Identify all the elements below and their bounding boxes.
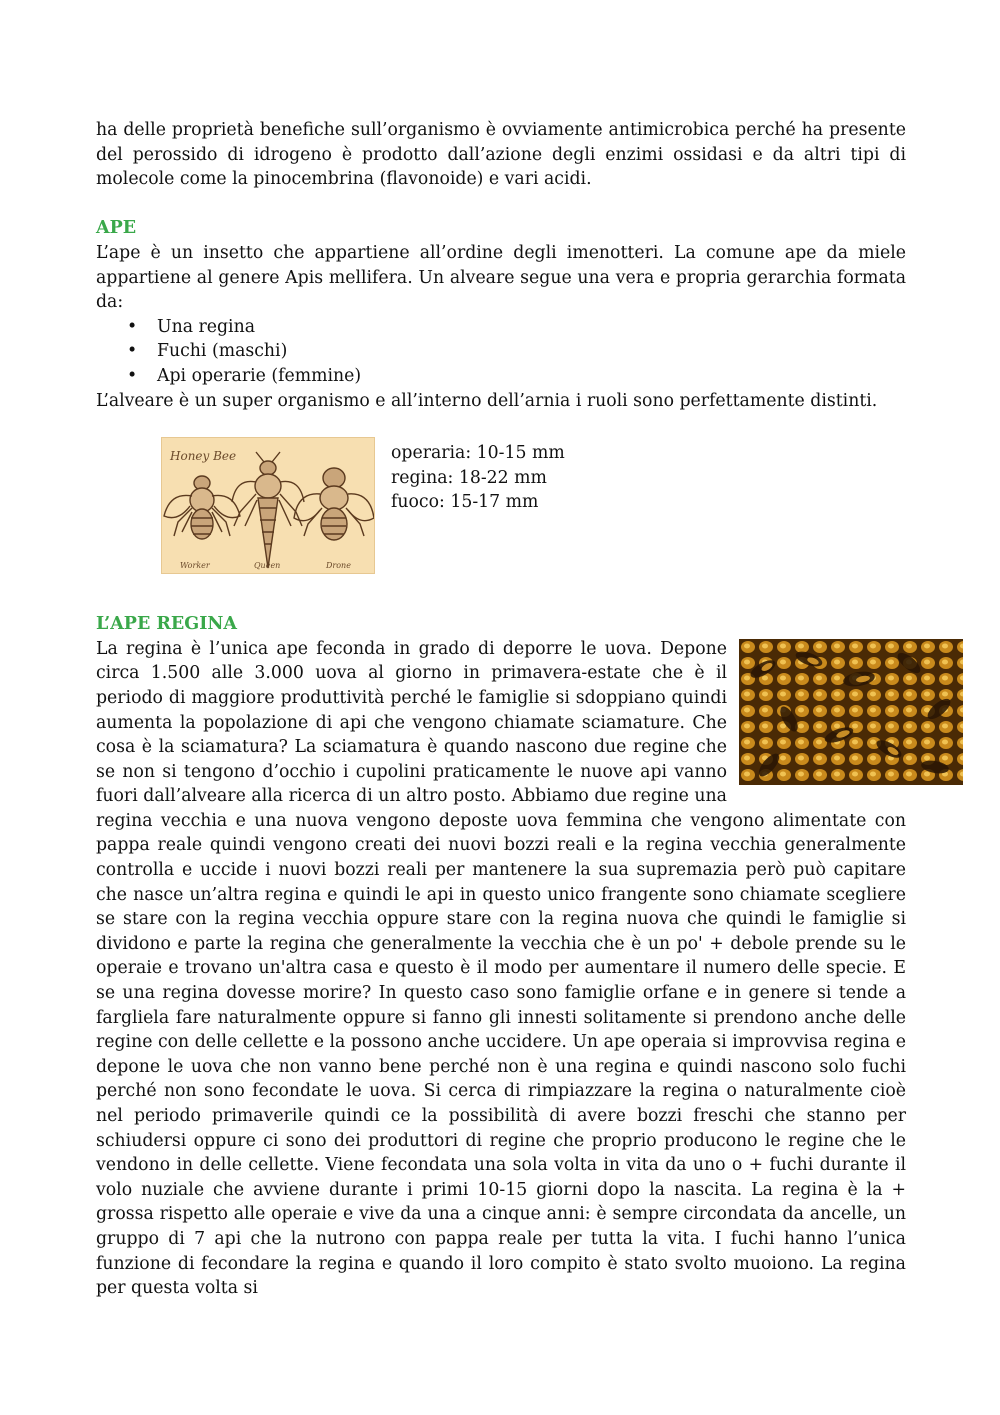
size-worker: operaria: 10-15 mm bbox=[391, 443, 565, 464]
ape-heading: APE bbox=[96, 218, 137, 239]
hive-photo bbox=[739, 639, 963, 785]
list-item: • Fuchi (maschi) bbox=[157, 339, 906, 364]
size-queen: regina: 18-22 mm bbox=[391, 467, 547, 488]
queen-section bbox=[96, 612, 906, 1301]
ape-closing: L’alveare è un super organismo e all’interno dell’arnia i ruoli sono perfettamente distinti. bbox=[96, 390, 878, 411]
queen-heading: L’APE REGINA bbox=[96, 614, 237, 635]
intro-paragraph: ha delle proprietà benefiche sull’organismo è ovviamente antimicrobica perché ha presente del perossido di idrogeno è prodotto dall’azione degli enzimi ossidasi e da altri tipi di molecole come la pinocembrina (flavonoide) e vari acidi. bbox=[96, 120, 906, 190]
caption-queen: Queen bbox=[254, 561, 281, 571]
bee-drawings bbox=[162, 438, 374, 573]
queen-paragraph: La regina è l’unica ape feconda in grado di deporre le uova. Depone circa 1.500 alle 3.000 uova al giorno in primavera-estate che è il periodo di maggiore produttività perché le famiglie si sdoppiano quindi aumenta la popolazione di api che vengono chiamate sciamature. Che cosa è la sciamatura? La sciamatura è quando nascono due regine che se non si tengono d’occhio i cupolini praticamente le nuove api vanno fuori dall’alveare alla ricerca di un altro posto. Abbiamo due regine una regina vecchia e una nuova vengono deposte uova femmina che vengono alimentate con pappa reale quindi vengono creati dei nuovi bozzi reali e la regina vecchia generalmente controlla e uccide i nuovi bozzi reali per mantenere la sua supremazia però può capitare che nasce un’altra regina e quindi le api in questo unico frangente sono chiamate scegliere se stare con la regina vecchia oppure stare con la regina nuova che quindi le famiglie si dividono e parte la regina che generalmente la vecchia che è un po' + debole prende su le operaie e trovano un'altra casa e questo è il modo per aumentare il numero delle specie. E se una regina dovesse morire? In questo caso sono famiglie orfane e in genere si tende a fargliela fare naturalmente oppure si fanno gli innesti solitamente si prendono anche delle regine con delle cellette e la possono anche uccidere. Un ape operaia si improvvisa regina e depone le uova che non vanno bene perché non è una regina e quindi nascono solo fuchi perché non sono fecondate le uova. Si cerca di rimpiazzare la regina o naturalmente cioè nel periodo primaverile quindi ce la possibilità di avere bozzi freschi che stanno per schiudersi oppure ci sono dei produttori di regine che proprio producono le regine che le vendono in delle cellette. Viene fecondata una sola volta in vita da uno o + fuchi durante il volo nuziale che avviene durante i primi 10-15 giorni dopo la nascita. La regina è la + grossa rispetto alle operaie e vive da una a cinque anni: è sempre circondata da ancelle, un gruppo di 7 api che la nutrono con pappa reale per tutta la vita. I fuchi hanno l’unica funzione di fecondare la regina e quando il loro compito è stato svolto muoiono. La regina per questa volta si bbox=[96, 638, 906, 1299]
hierarchy-list bbox=[96, 315, 906, 389]
honeycomb-bees-image bbox=[739, 639, 963, 785]
document-page bbox=[96, 118, 906, 1301]
list-item: • Una regina bbox=[157, 315, 906, 340]
figure-title: Honey Bee bbox=[170, 449, 237, 464]
caption-worker: Worker bbox=[180, 561, 210, 571]
bee-sizes bbox=[391, 441, 565, 574]
honey-bee-illustration bbox=[161, 437, 375, 574]
ape-paragraph: L’ape è un insetto che appartiene all’ordine degli imenotteri. La comune ape da miele appartiene al genere Apis mellifera. Un alveare segue una vera e propria gerarchia formata da: bbox=[96, 242, 906, 313]
size-drone: fuoco: 15-17 mm bbox=[391, 492, 539, 513]
bee-figure-row bbox=[161, 437, 906, 574]
caption-drone: Drone bbox=[326, 561, 351, 571]
list-item: • Api operarie (femmine) bbox=[157, 364, 906, 389]
